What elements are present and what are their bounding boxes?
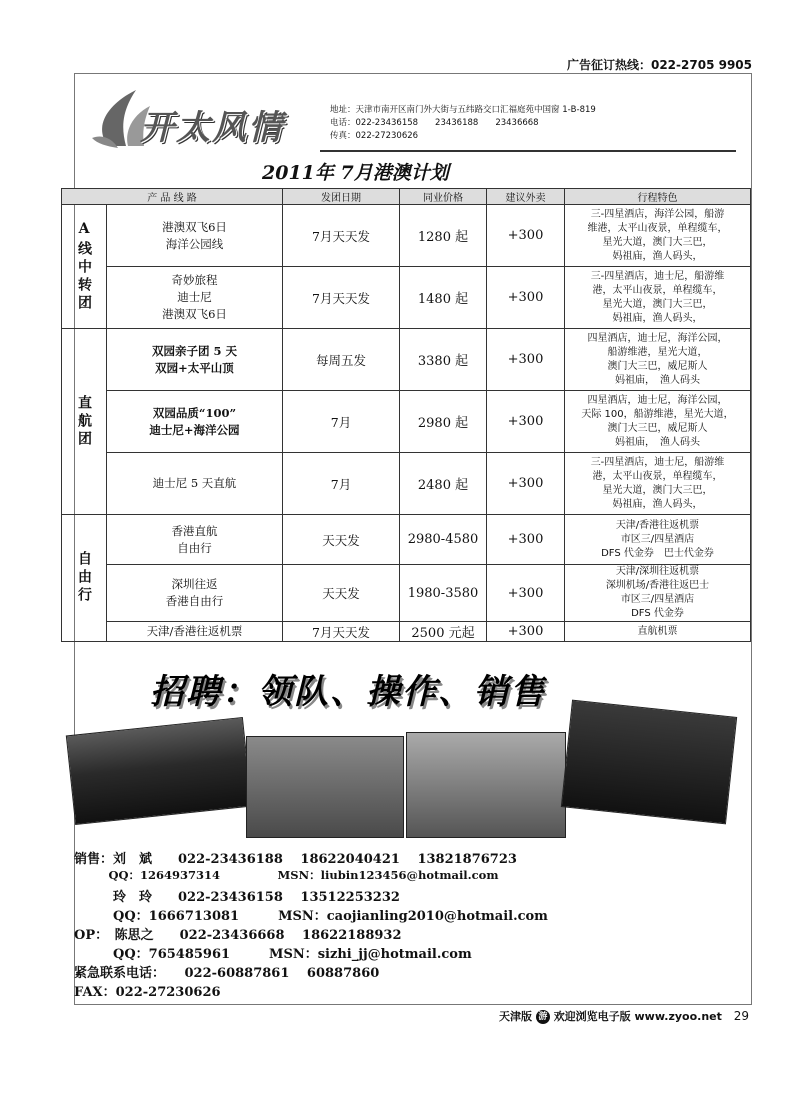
feature-cell xyxy=(565,391,751,453)
product-line: 香港直航 xyxy=(171,523,218,538)
feature-cell xyxy=(565,565,751,622)
feature-line: 妈祖庙， 渔人码头 xyxy=(615,374,700,386)
product-cell xyxy=(107,391,283,453)
date-cell: 每周五发 xyxy=(283,329,400,391)
product-line: 自由行 xyxy=(177,540,212,555)
feature-cell xyxy=(565,515,751,565)
price-cell: 2500 元起 xyxy=(400,622,487,642)
product-cell xyxy=(107,329,283,391)
date-cell: 7月天天发 xyxy=(283,622,400,642)
price-cell: 1480 起 xyxy=(400,267,487,329)
feature-line: 妈祖庙， 渔人码头 xyxy=(615,436,700,448)
price-cell: 2980-4580 xyxy=(400,515,487,565)
product-cell xyxy=(107,205,283,267)
table-row xyxy=(62,205,751,267)
product-line: 奇妙旅程 xyxy=(171,273,218,287)
phone-text: 电话：022-23436158 23436188 23436668 xyxy=(330,118,539,128)
feature-line: DFS 代金券 xyxy=(631,608,684,619)
product-line: 双园品质“100” xyxy=(152,405,237,420)
feature-line: 天津/香港往返机票 xyxy=(615,519,700,531)
price-cell: 2980 起 xyxy=(400,391,487,453)
product-line: 迪士尼+海洋公园 xyxy=(149,422,240,437)
feature-line: 星光大道，澳门大三巴， xyxy=(602,236,713,248)
product-line: 双园+太平山顶 xyxy=(155,360,234,375)
feature-line: 星光大道，澳门大三巴， xyxy=(602,298,713,310)
brand-badge-icon: 游 xyxy=(536,1010,550,1024)
sales-line-6: QQ：765485961 MSN：sizhi_jj@hotmail.com xyxy=(74,947,472,962)
suggest-cell: +300 xyxy=(487,391,565,453)
edition-label: 天津版 xyxy=(499,1010,532,1023)
feature-line: 星光大道，澳门大三巴， xyxy=(602,484,713,496)
feature-cell xyxy=(565,205,751,267)
tour-plan-table xyxy=(61,188,751,642)
fax-text: 传真：022-27230626 xyxy=(330,131,419,141)
feature-line: 港，太平山夜景，单程缆车， xyxy=(592,470,723,482)
sales-line-4: QQ：1666713081 MSN：caojianling2010@hotmail.com xyxy=(74,909,548,924)
feature-cell xyxy=(565,329,751,391)
date-cell: 7月天天发 xyxy=(283,267,400,329)
sales-line-8: FAX：022-27230626 xyxy=(74,985,221,1000)
product-line: 港澳双飞6日 xyxy=(162,219,227,234)
suggest-cell: +300 xyxy=(487,453,565,515)
feature-line: 船游维港，星光大道， xyxy=(607,346,708,358)
feature-line: 四星酒店，迪士尼，海洋公园， xyxy=(587,394,728,406)
feature-cell xyxy=(565,622,751,642)
feature-line: 妈祖庙，渔人码头， xyxy=(612,250,703,262)
feature-line: 港，太平山夜景，单程缆车， xyxy=(592,284,723,296)
product-cell xyxy=(107,622,283,642)
logo-wordmark: 开太风情 xyxy=(140,108,284,148)
date-cell: 7月 xyxy=(283,453,400,515)
sales-line-1: 销售：刘 斌 022-23436188 18622040421 13821876723 xyxy=(74,852,517,867)
mickey-minnie-photo xyxy=(406,732,566,838)
table-row xyxy=(62,453,751,515)
header-suggest: 建议外卖 xyxy=(487,189,565,205)
photo-strip xyxy=(70,708,750,840)
header-date: 发团日期 xyxy=(283,189,400,205)
date-cell: 天天发 xyxy=(283,565,400,622)
product-cell xyxy=(107,267,283,329)
feature-line: 三-四星酒店，海洋公园，船游 xyxy=(590,208,725,220)
page-title: 2011年 7月港澳计划 xyxy=(262,162,449,184)
product-line: 迪士尼 5 天直航 xyxy=(152,476,237,490)
suggest-cell: +300 xyxy=(487,565,565,622)
product-cell xyxy=(107,453,283,515)
price-cell: 2480 起 xyxy=(400,453,487,515)
price-cell: 3380 起 xyxy=(400,329,487,391)
table-row xyxy=(62,622,751,642)
feature-line: 市区三/四星酒店 xyxy=(620,594,695,605)
date-cell: 7月 xyxy=(283,391,400,453)
recruit-banner: 招聘：领队、操作、销售 xyxy=(150,672,546,712)
feature-line: 直航机票 xyxy=(637,625,678,637)
product-cell xyxy=(107,565,283,622)
product-cell xyxy=(107,515,283,565)
sales-line-5: OP： 陈思之 022-23436668 18622188932 xyxy=(74,928,402,943)
feature-line: 三-四星酒店，迪士尼，船游维 xyxy=(590,456,725,468)
table-row xyxy=(62,391,751,453)
header-divider xyxy=(320,150,736,152)
table-row xyxy=(62,515,751,565)
feature-line: 澳门大三巴，威尼斯人 xyxy=(607,360,708,372)
suggest-cell: +300 xyxy=(487,205,565,267)
header-price: 同业价格 xyxy=(400,189,487,205)
date-cell: 天天发 xyxy=(283,515,400,565)
agency-contact xyxy=(330,104,596,143)
feature-line: 市区三/四星酒店 xyxy=(620,533,695,545)
feature-cell xyxy=(565,267,751,329)
header-feature: 行程特色 xyxy=(565,189,751,205)
table-row xyxy=(62,267,751,329)
feature-line: 妈祖庙，渔人码头， xyxy=(612,312,703,324)
sales-line-3: 玲 玲 022-23436158 13512253232 xyxy=(74,890,400,905)
group-label: 自由行 xyxy=(62,515,107,642)
sales-line-2: QQ：1264937314 MSN：liubin123456@hotmail.com xyxy=(74,868,499,882)
suggest-cell: +300 xyxy=(487,267,565,329)
hongkong-night-photo xyxy=(66,717,252,825)
table-row xyxy=(62,329,751,391)
table-header-row xyxy=(62,189,751,205)
product-line: 香港自由行 xyxy=(165,594,224,608)
product-line: 天津/香港往返机票 xyxy=(146,624,243,638)
feature-line: 澳门大三巴，威尼斯人 xyxy=(607,422,708,434)
price-cell: 1280 起 xyxy=(400,205,487,267)
feature-line: 三-四星酒店，迪士尼，船游维 xyxy=(590,270,725,282)
feature-line: 天津/深圳往返机票 xyxy=(615,566,700,577)
product-line: 深圳往返 xyxy=(171,577,218,591)
feature-line: 天际 100，船游维港，星光大道， xyxy=(581,408,734,420)
feature-line: DFS 代金券 巴士代金券 xyxy=(601,547,714,559)
price-cell: 1980-3580 xyxy=(400,565,487,622)
feature-line: 四星酒店，迪士尼，海洋公园， xyxy=(587,332,728,344)
ad-hotline: 广告征订热线：022-2705 9905 xyxy=(566,58,752,72)
feature-line: 妈祖庙，渔人码头， xyxy=(612,498,703,510)
table-row xyxy=(62,565,751,622)
product-line: 双园亲子团 5 天 xyxy=(151,343,237,358)
product-line: 迪士尼 xyxy=(177,290,212,304)
disney-castle-photo xyxy=(246,736,404,838)
sales-line-7: 紧急联系电话： 022-60887861 60887860 xyxy=(74,966,380,981)
suggest-cell: +300 xyxy=(487,329,565,391)
page-footer xyxy=(499,1008,749,1024)
group-label: A线中转团 xyxy=(62,205,107,329)
feature-line: 深圳机场/香港往返巴士 xyxy=(605,580,710,591)
ocean-park-photo xyxy=(561,700,737,825)
group-label: 直航团 xyxy=(62,329,107,515)
product-line: 港澳双飞6日 xyxy=(162,307,227,321)
suggest-cell: +300 xyxy=(487,622,565,642)
date-cell: 7月天天发 xyxy=(283,205,400,267)
feature-line: 维港，太平山夜景，单程缆车， xyxy=(587,222,728,234)
address-text: 地址：天津市南开区南门外大街与五纬路交口汇福庭苑中国窗 1-B-819 xyxy=(330,105,596,115)
header-product: 产 品 线 路 xyxy=(62,189,283,205)
suggest-cell: +300 xyxy=(487,515,565,565)
page-number: 29 xyxy=(733,1009,750,1023)
feature-cell xyxy=(565,453,751,515)
website-text: 欢迎浏览电子版 www.zyoo.net xyxy=(553,1010,722,1023)
product-line: 海洋公园线 xyxy=(165,236,224,251)
